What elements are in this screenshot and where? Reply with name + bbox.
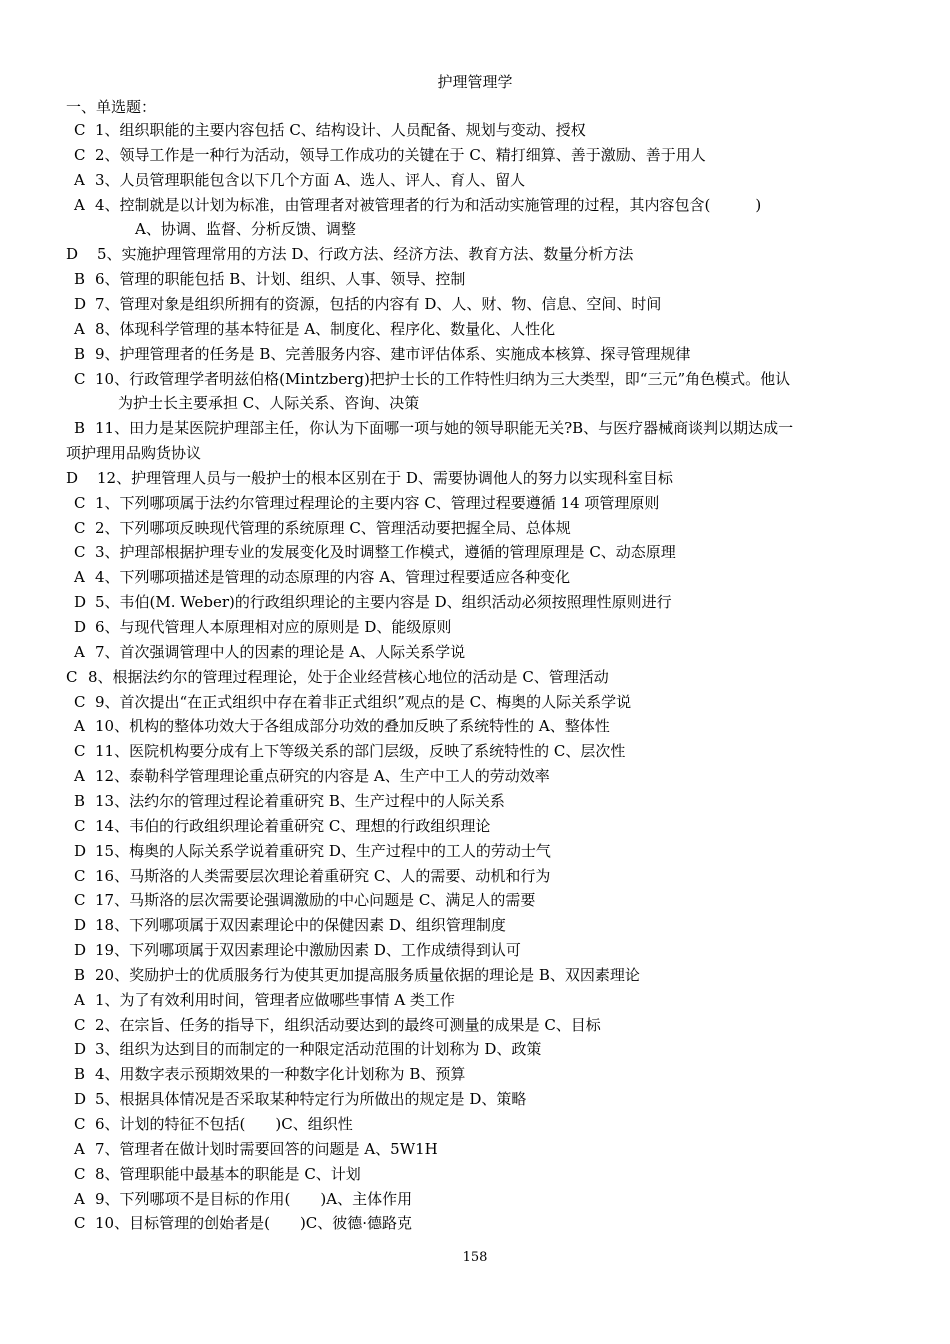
question-text: 5、实施护理管理常用的方法 D、行政方法、经济方法、教育方法、数量分析方法 bbox=[97, 245, 634, 264]
question-text: 2、领导工作是一种行为活动，领导工作成功的关键在于 C、精打细算、善于激励、善于用人 bbox=[95, 145, 706, 164]
answer-letter: C bbox=[74, 891, 86, 910]
question-text: 7、管理者在做计划时需要回答的问题是 A、5W1H bbox=[95, 1139, 438, 1158]
question-text: 10、目标管理的创始者是( )C、彼德·德路克 bbox=[95, 1214, 413, 1233]
answer-letter: D bbox=[74, 916, 87, 935]
question-text: 8、管理职能中最基本的职能是 C、计划 bbox=[95, 1164, 361, 1183]
question-text: 3、人员管理职能包含以下几个方面 A、选人、评人、育人、留人 bbox=[95, 170, 526, 189]
answer-letter: D bbox=[74, 941, 87, 960]
answer-letter: C bbox=[74, 369, 86, 388]
question-continuation: 为护士长主要承担 C、人际关系、咨询、决策 bbox=[118, 394, 420, 413]
answer-letter: A bbox=[74, 642, 85, 661]
question-text: 1、组织职能的主要内容包括 C、结构设计、人员配备、规划与变动、授权 bbox=[95, 121, 586, 139]
answer-letter: C bbox=[74, 866, 86, 885]
question-text: 6、与现代管理人本原理相对应的原则是 D、能级原则 bbox=[95, 618, 452, 636]
answer-letter: B bbox=[74, 270, 86, 289]
answer-letter: C bbox=[74, 1015, 86, 1034]
answer-letter: D bbox=[74, 1040, 87, 1059]
answer-letter: A bbox=[74, 990, 85, 1009]
question-continuation: 项护理用品购货协议 bbox=[66, 444, 202, 463]
question-text: 20、奖励护士的优质服务行为使其更加提高服务质量依据的理论是 B、双因素理论 bbox=[95, 965, 640, 984]
question-text: 13、法约尔的管理过程论着重研究 B、生产过程中的人际关系 bbox=[95, 791, 505, 810]
answer-letter: B bbox=[74, 344, 86, 363]
answer-letter: D bbox=[74, 593, 87, 612]
question-text: 11、田力是某医院护理部主任，你认为下面哪一项与她的领导职能无关?B、与医疗器械商谈判以期达成一 bbox=[95, 419, 794, 438]
question-text: 14、韦伯的行政组织理论着重研究 C、理想的行政组织理论 bbox=[95, 816, 491, 835]
question-text: 12、护理管理人员与一般护士的根本区别在于 D、需要协调他人的努力以实现科室目标 bbox=[97, 468, 673, 487]
answer-letter: B bbox=[74, 791, 86, 810]
answer-letter: A bbox=[74, 767, 85, 786]
answer-letter: C bbox=[74, 816, 86, 835]
answer-letter: C bbox=[74, 145, 86, 164]
question-text: 1、为了有效利用时间，管理者应做哪些事情 A 类工作 bbox=[95, 990, 455, 1009]
answer-letter: D bbox=[74, 1090, 87, 1109]
section-heading: 一、单选题： bbox=[66, 98, 157, 116]
answer-letter: C bbox=[74, 121, 86, 139]
question-text: 5、根据具体情况是否采取某种特定行为所做出的规定是 D、策略 bbox=[95, 1090, 527, 1109]
answer-letter: C bbox=[74, 742, 86, 761]
question-text: 1、下列哪项属于法约尔管理过程理论的主要内容 C、管理过程要遵循 14 项管理原则 bbox=[95, 493, 660, 512]
question-text: 7、管理对象是组织所拥有的资源，包括的内容有 D、人、财、物、信息、空间、时间 bbox=[95, 294, 662, 313]
question-text: 9、下列哪项不是目标的作用( )A、主体作用 bbox=[95, 1189, 413, 1208]
answer-letter: C bbox=[74, 1164, 86, 1183]
question-text: 6、计划的特征不包括( )C、组织性 bbox=[95, 1115, 353, 1133]
answer-letter: C bbox=[74, 543, 86, 562]
question-text: 4、下列哪项描述是管理的动态原理的内容 A、管理过程要适应各种变化 bbox=[95, 568, 571, 587]
question-text: 2、下列哪项反映现代管理的系统原理 C、管理活动要把握全局、总体规 bbox=[95, 518, 571, 537]
answer-letter: B bbox=[74, 1065, 86, 1084]
answer-letter: D bbox=[74, 294, 87, 313]
question-text: 17、马斯洛的层次需要论强调激励的中心问题是 C、满足人的需要 bbox=[95, 891, 536, 910]
answer-letter: A bbox=[74, 195, 85, 214]
question-text: 8、体现科学管理的基本特征是 A、制度化、程序化、数量化、人性化 bbox=[95, 319, 556, 338]
question-text: 6、管理的职能包括 B、计划、组织、人事、领导、控制 bbox=[95, 270, 466, 289]
answer-letter: B bbox=[74, 965, 86, 984]
answer-letter: C bbox=[74, 493, 86, 512]
question-text: 16、马斯洛的人类需要层次理论着重研究 C、人的需要、动机和行为 bbox=[95, 866, 551, 885]
answer-letter: C bbox=[74, 692, 86, 711]
answer-letter: D bbox=[74, 841, 87, 860]
answer-letter: A bbox=[74, 717, 85, 736]
question-text: 9、首次提出“在正式组织中存在着非正式组织”观点的是 C、梅奥的人际关系学说 bbox=[95, 692, 632, 711]
question-text: 12、泰勒科学管理理论重点研究的内容是 A、生产中工人的劳动效率 bbox=[95, 767, 550, 786]
answer-letter: A bbox=[74, 568, 85, 587]
question-text: 15、梅奥的人际关系学说着重研究 D、生产过程中的工人的劳动士气 bbox=[95, 841, 551, 860]
question-text: 4、控制就是以计划为标准，由管理者对被管理者的行为和活动实施管理的过程，其内容包含( ) bbox=[95, 195, 762, 214]
question-text: 11、医院机构要分成有上下等级关系的部门层级，反映了系统特性的 C、层次性 bbox=[95, 742, 626, 761]
question-text: 8、根据法约尔的管理过程理论，处于企业经营核心地位的活动是 C、管理活动 bbox=[88, 667, 609, 686]
question-text: 2、在宗旨、任务的指导下，组织活动要达到的最终可测量的成果是 C、目标 bbox=[95, 1015, 601, 1034]
answer-letter: C bbox=[74, 518, 86, 537]
answer-letter: C bbox=[74, 1115, 86, 1133]
answer-letter: C bbox=[74, 1214, 86, 1233]
answer-letter: A bbox=[74, 170, 85, 189]
answer-letter: A bbox=[74, 319, 85, 338]
answer-letter: B bbox=[74, 419, 86, 438]
answer-letter: A bbox=[74, 1139, 85, 1158]
answer-letter: D bbox=[74, 618, 87, 636]
question-text: 9、护理管理者的任务是 B、完善服务内容、建市评估体系、实施成本核算、探寻管理规律 bbox=[95, 344, 691, 363]
question-text: 4、用数字表示预期效果的一种数字化计划称为 B、预算 bbox=[95, 1065, 466, 1084]
question-text: 3、组织为达到目的而制定的一种限定活动范围的计划称为 D、政策 bbox=[95, 1040, 542, 1059]
answer-letter: A bbox=[74, 1189, 85, 1208]
answer-letter: D bbox=[66, 245, 79, 264]
question-text: 19、下列哪项属于双因素理论中激励因素 D、工作成绩得到认可 bbox=[95, 941, 521, 960]
question-text: 5、韦伯(M. Weber)的行政组织理论的主要内容是 D、组织活动必须按照理性原则进行 bbox=[95, 593, 672, 612]
question-text: 10、行政管理学者明兹伯格(Mintzberg)把护士长的工作特性归纳为三大类型，即“三元”角色模式。他认 bbox=[95, 369, 791, 388]
question-text: 18、下列哪项属于双因素理论中的保健因素 D、组织管理制度 bbox=[95, 916, 506, 935]
question-continuation: A、协调、监督、分析反馈、调整 bbox=[135, 220, 356, 239]
page-number: 158 bbox=[462, 1250, 488, 1265]
question-text: 3、护理部根据护理专业的发展变化及时调整工作模式，遵循的管理原理是 C、动态原理 bbox=[95, 543, 676, 562]
question-text: 7、首次强调管理中人的因素的理论是 A、人际关系学说 bbox=[95, 642, 466, 661]
question-text: 10、机构的整体功效大于各组成部分功效的叠加反映了系统特性的 A、整体性 bbox=[95, 717, 610, 736]
answer-letter: D bbox=[66, 468, 79, 487]
answer-letter: C bbox=[66, 667, 78, 686]
page-title: 护理管理学 bbox=[437, 73, 513, 91]
